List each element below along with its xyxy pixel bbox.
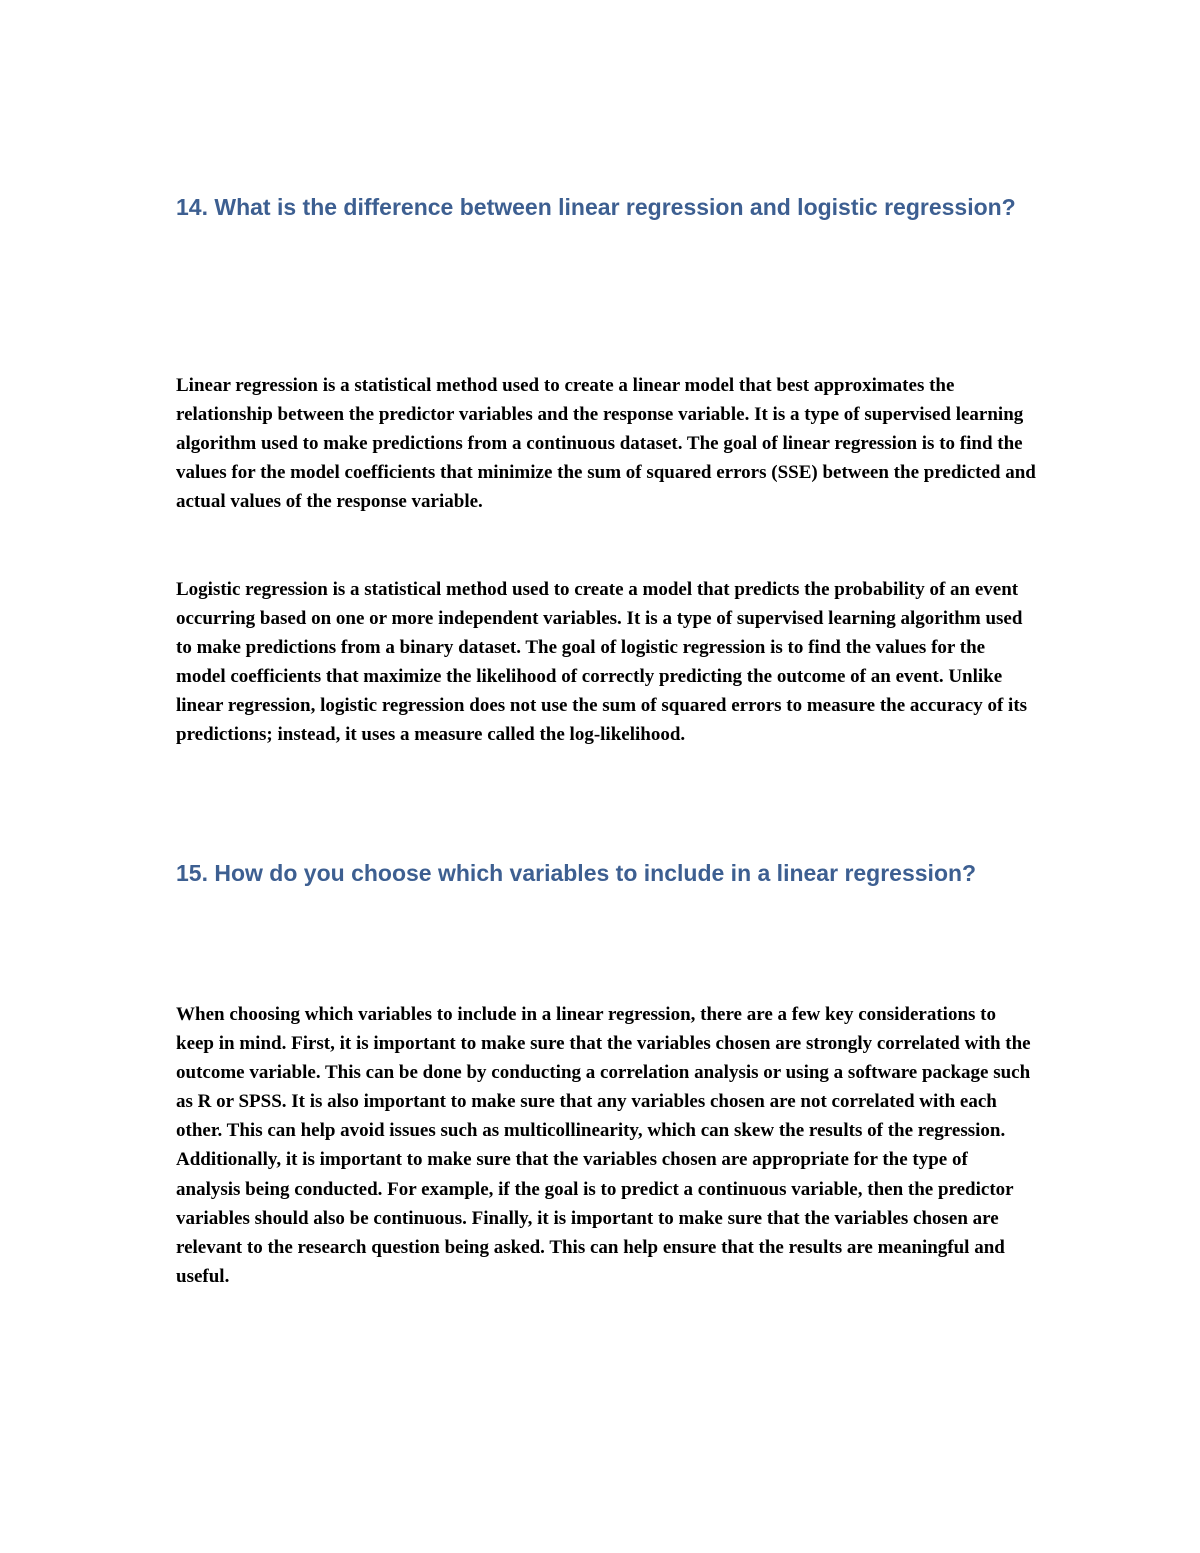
answer-paragraph-logistic-regression: Logistic regression is a statistical method used to create a model that predicts the probability of an event occurring based on one or more independent variables. It is a type of supervised learning algorithm used to make predictions from a binary dataset. The goal of logistic regression is to find the values for the model coefficients that maximize the likelihood of correctly predicting the outcome of an event. Unlike linear regression, logistic regression does not use the sum of squared errors to measure the accuracy of its predictions; instead, it uses a measure called the log-likelihood. [176, 579, 1028, 746]
answer-paragraph-linear-regression: Linear regression is a statistical method used to create a linear model that best approximates the relationship between the predictor variables and the response variable. It is a type of supervised learning algorithm used to make predictions from a continuous dataset. The goal of linear regression is to find the values for the model coefficients that minimize the sum of squared errors (SSE) between the predicted and actual values of the response variable. [176, 375, 1036, 513]
section-heading-q14: 14. What is the difference between linear regression and logistic regression? [176, 194, 1016, 220]
answer-paragraph-variable-selection: When choosing which variables to include in a linear regression, there are a few key considerations to keep in mind. First, it is important to make sure that the variables chosen are strongly correlated with the outcome variable. This can be done by conducting a correlation analysis or using a software package such as R or SPSS. It is also important to make sure that any variables chosen are not correlated with each other. This can help avoid issues such as multicollinearity, which can skew the results of the regression. Additionally, it is important to make sure that the variables chosen are appropriate for the type of analysis being conducted. For example, if the goal is to predict a continuous variable, then the predictor variables should also be continuous. Finally, it is important to make sure that the variables chosen are relevant to the research question being asked. This can help ensure that the results are meaningful and useful. [176, 1004, 1031, 1287]
section-heading-q15: 15. How do you choose which variables to include in a linear regression? [176, 860, 977, 886]
